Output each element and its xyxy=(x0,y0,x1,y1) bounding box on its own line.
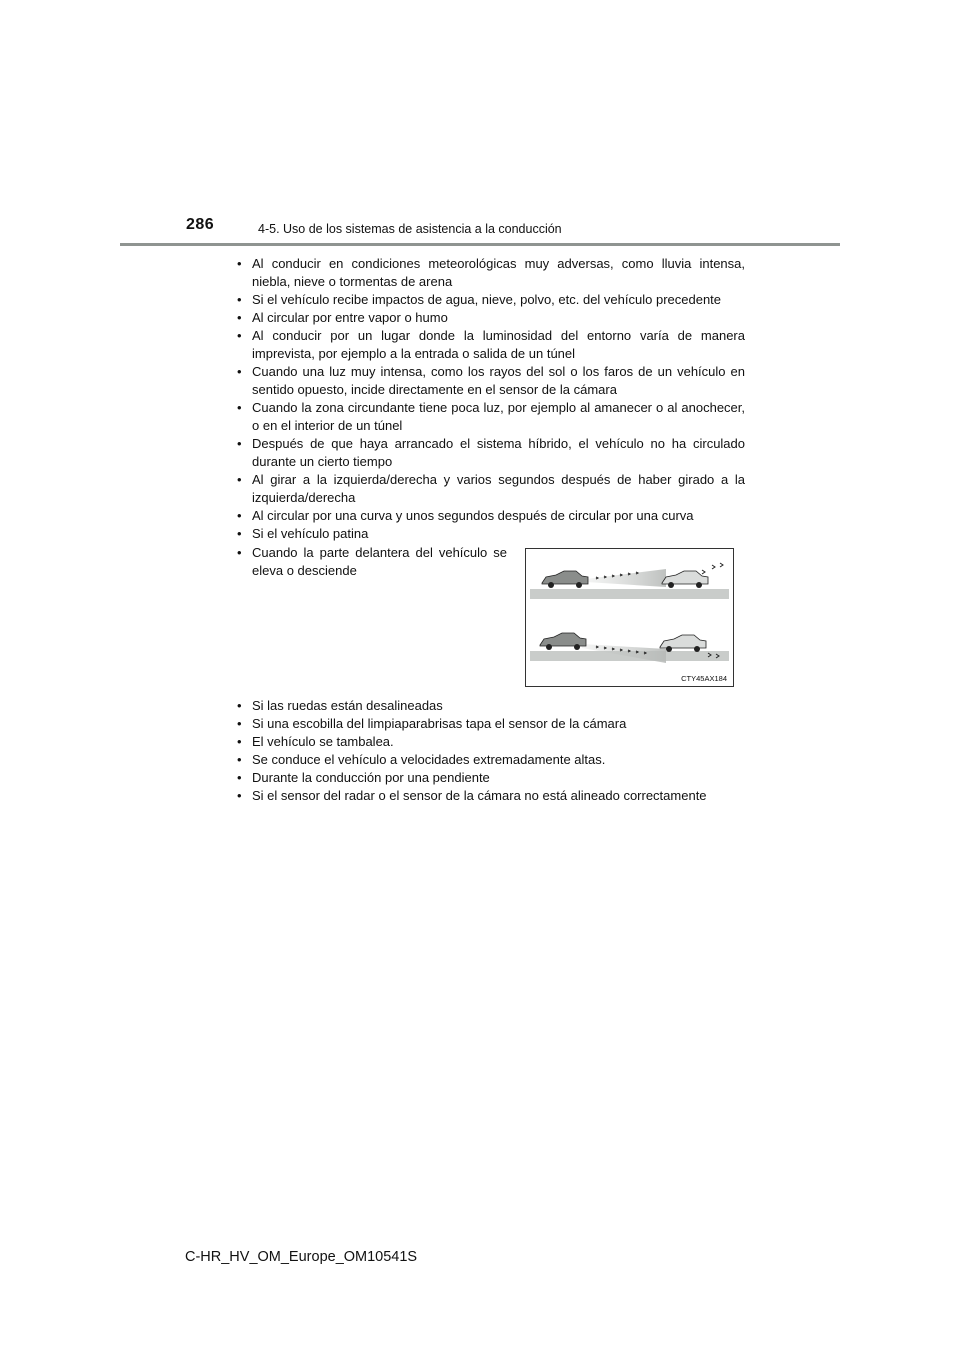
header-divider xyxy=(120,243,840,246)
list-item: • Cuando la zona circundante tiene poca luz, por ejemplo al amanecer o al anochecer, o en el interior de un túnel xyxy=(237,399,745,435)
list-item: • Si el sensor del radar o el sensor de la cámara no está alineado correctamente xyxy=(237,787,745,805)
list-item: • El vehículo se tambalea. xyxy=(237,733,745,751)
list-item: • Después de que haya arrancado el sistema híbrido, el vehículo no ha circulado durante un cierto tiempo xyxy=(237,435,745,471)
car-icon xyxy=(542,571,588,588)
vehicle-pitch-illustration xyxy=(525,548,734,687)
conditions-list xyxy=(237,255,745,543)
car-icon xyxy=(540,633,586,650)
document-id: C-HR_HV_OM_Europe_OM10541S xyxy=(185,1249,418,1265)
page-number: 286 xyxy=(186,216,215,233)
car-icon xyxy=(662,571,708,588)
list-item: • Cuando una luz muy intensa, como los rayos del sol o los faros de un vehículo en sentido opuesto, incide directamente en el sensor de la cámara xyxy=(237,363,745,399)
list-item: • Si el vehículo patina xyxy=(237,525,745,543)
road-top xyxy=(530,589,729,599)
conditions-list-figure xyxy=(237,544,507,580)
section-title: 4-5. Uso de los sistemas de asistencia a la conducción xyxy=(258,222,562,236)
list-item: • Si el vehículo recibe impactos de agua, nieve, polvo, etc. del vehículo precedente xyxy=(237,291,745,309)
car-icon xyxy=(660,635,706,652)
conditions-list-continued xyxy=(237,697,745,805)
figure-code: CTY45AX184 xyxy=(681,674,727,683)
list-item: • Al circular por una curva y unos segundos después de circular por una curva xyxy=(237,507,745,525)
list-item: • Cuando la parte delantera del vehículo se eleva o desciende xyxy=(237,544,507,580)
list-item: • Se conduce el vehículo a velocidades extremadamente altas. xyxy=(237,751,745,769)
list-item: • Durante la conducción por una pendiente xyxy=(237,769,745,787)
list-item: • Al girar a la izquierda/derecha y varios segundos después de haber girado a la izquierda/derecha xyxy=(237,471,745,507)
list-item: • Al conducir en condiciones meteorológicas muy adversas, como lluvia intensa, niebla, nieve o tormentas de arena xyxy=(237,255,745,291)
list-item: • Al conducir por un lugar donde la luminosidad del entorno varía de manera imprevista, por ejemplo a la entrada o salida de un túnel xyxy=(237,327,745,363)
illustration-drawing xyxy=(526,549,733,686)
list-item: • Al circular por entre vapor o humo xyxy=(237,309,745,327)
list-item: • Si las ruedas están desalineadas xyxy=(237,697,745,715)
list-item: • Si una escobilla del limpiaparabrisas tapa el sensor de la cámara xyxy=(237,715,745,733)
